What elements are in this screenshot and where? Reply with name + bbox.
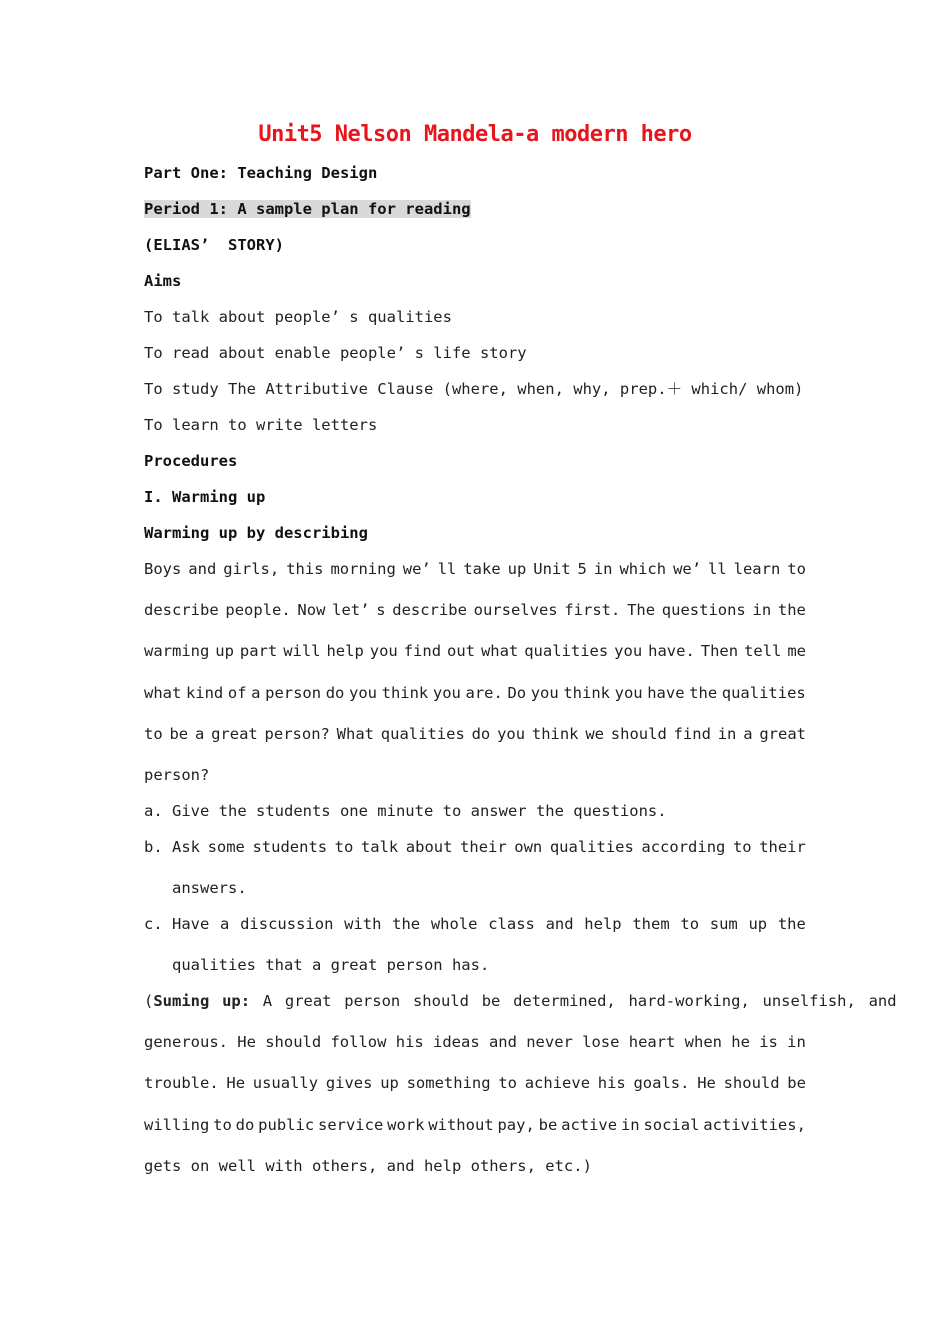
word: the <box>777 915 806 933</box>
word: should <box>610 724 667 743</box>
word: s <box>376 601 386 620</box>
word: person <box>265 683 322 702</box>
word: achieve <box>524 1074 591 1093</box>
word: lose <box>582 1033 620 1052</box>
word: He <box>237 1033 256 1052</box>
word: activities, <box>703 1115 806 1134</box>
word: and <box>188 560 217 578</box>
word: you <box>369 642 398 661</box>
word: the <box>689 683 718 702</box>
word: think <box>381 683 429 702</box>
word: should <box>265 1033 322 1052</box>
word: according <box>641 838 726 856</box>
word: to <box>334 838 354 856</box>
word: in <box>717 724 737 743</box>
story-heading: (ELIAS’ STORY) <box>144 236 284 254</box>
summing-line <box>144 1115 806 1156</box>
aim-item: To learn to write letters <box>144 416 378 434</box>
word: their <box>460 838 507 856</box>
word: their <box>759 838 806 856</box>
word: this <box>286 560 324 578</box>
step-text: qualities that a great person has. <box>172 956 490 975</box>
word: about <box>405 838 453 856</box>
word: Boys <box>144 560 182 578</box>
word: should <box>723 1074 780 1093</box>
word: when <box>684 1033 722 1052</box>
word: a <box>251 683 261 702</box>
word: in <box>593 560 613 578</box>
word: them <box>632 915 670 933</box>
word: morning <box>330 560 396 578</box>
word: sum <box>709 915 738 933</box>
word: up <box>380 1074 399 1093</box>
part-one-heading: Part One: Teaching Design <box>144 164 378 182</box>
summing-label: Suming up: <box>153 992 251 1010</box>
word: He <box>226 1074 246 1093</box>
word: to <box>732 838 752 856</box>
word: to <box>498 1074 517 1093</box>
word: to <box>144 724 163 743</box>
word: heart <box>628 1033 676 1052</box>
word: gives <box>325 1074 373 1093</box>
period-heading <box>144 199 471 219</box>
word: his <box>395 1033 424 1052</box>
word: you <box>349 683 377 702</box>
word: describe <box>392 601 467 620</box>
word: person? <box>264 724 330 743</box>
word: qualities <box>380 724 465 743</box>
word: people. <box>225 601 291 620</box>
word: questions <box>661 601 746 620</box>
summing-line <box>144 1073 806 1114</box>
intro-line <box>144 683 806 724</box>
word: in <box>787 1033 806 1052</box>
word: qualities <box>549 838 634 856</box>
word: which <box>619 560 667 578</box>
word: to <box>680 915 700 933</box>
intro-line <box>144 641 806 682</box>
word: ideas <box>433 1033 480 1052</box>
word: he <box>731 1033 750 1052</box>
step-marker: c. <box>144 915 163 933</box>
aim-item: To read about enable people’ s life story <box>144 344 527 362</box>
word: ll <box>708 560 727 578</box>
word: the <box>392 915 421 933</box>
warming-subheading: Warming up by describing <box>144 524 368 542</box>
word: trouble. <box>144 1074 219 1093</box>
word: public <box>258 1115 315 1134</box>
word: help <box>584 915 622 933</box>
word: part <box>239 642 278 661</box>
intro-line <box>144 559 806 600</box>
word: we’ <box>402 560 431 578</box>
step-marker: b. <box>144 838 163 856</box>
word: Unit <box>533 560 571 578</box>
word: discussion <box>240 915 334 933</box>
word: we <box>585 724 604 743</box>
word: some <box>207 838 245 856</box>
word: what <box>144 683 182 702</box>
word: students <box>252 838 328 856</box>
step-text: answers. <box>172 879 247 898</box>
word: warming <box>144 642 210 661</box>
word: service <box>317 1115 384 1134</box>
word: never <box>526 1033 573 1052</box>
word: a <box>743 724 753 743</box>
word: you <box>530 683 559 702</box>
intro-line <box>144 600 806 641</box>
word: to <box>787 560 806 578</box>
word: the <box>777 601 806 620</box>
word: out <box>446 642 475 661</box>
word: what <box>480 642 519 661</box>
word: qualities <box>524 642 609 661</box>
word: to <box>213 1115 232 1134</box>
word: you <box>497 724 526 743</box>
summing-paragraph <box>144 991 897 1197</box>
word: we’ <box>673 560 702 578</box>
word: describe <box>144 601 219 620</box>
word: you <box>614 642 643 661</box>
word: up <box>507 560 527 578</box>
word: own <box>514 838 543 856</box>
word: of <box>227 683 247 702</box>
word: do <box>325 683 345 702</box>
word: are. <box>465 683 503 702</box>
word: great <box>211 724 258 743</box>
word: tell <box>744 642 782 661</box>
step-text <box>172 837 806 878</box>
word: ll <box>437 560 457 578</box>
word: 5 <box>577 560 587 578</box>
step-text <box>172 914 806 955</box>
summing-first-text: A great person should be determined, hard-working, unselfish, and <box>250 992 897 1010</box>
step-text: Give the students one minute to answer the questions. <box>172 802 667 820</box>
word: do <box>471 724 491 743</box>
word: a <box>194 724 205 743</box>
intro-paragraph <box>144 559 806 806</box>
word: his <box>597 1074 626 1093</box>
word: pay, <box>497 1115 535 1134</box>
word: a <box>220 915 230 933</box>
word: goals. <box>633 1074 690 1093</box>
word: think <box>563 683 610 702</box>
word: What <box>336 724 374 743</box>
word: Then <box>700 642 739 661</box>
word: usually <box>252 1074 319 1093</box>
word: willing <box>144 1115 210 1134</box>
word: and <box>545 915 574 933</box>
word: you <box>614 683 643 702</box>
word: in <box>620 1115 640 1134</box>
word: active <box>561 1115 618 1134</box>
word: up <box>215 642 234 661</box>
word: whole <box>430 915 478 933</box>
word: Do <box>507 683 527 702</box>
word: something <box>406 1074 491 1093</box>
word: you <box>432 683 461 702</box>
document-title: Unit5 Nelson Mandela-a modern hero <box>258 122 692 147</box>
word: social <box>643 1115 700 1134</box>
word: without <box>428 1115 494 1134</box>
period-heading-text: Period 1: A sample plan for reading <box>144 200 471 218</box>
word: follow <box>330 1033 387 1052</box>
word: be <box>538 1115 558 1134</box>
word: work <box>387 1115 425 1134</box>
aims-heading: Aims <box>144 272 182 290</box>
word: up <box>748 915 768 933</box>
word: be <box>787 1074 806 1093</box>
word: ourselves <box>473 601 558 620</box>
aim-item: To talk about people’ s qualities <box>144 308 452 326</box>
word: with <box>344 915 382 933</box>
word: help <box>326 642 364 661</box>
word: Have <box>172 915 210 933</box>
word: do <box>235 1115 255 1134</box>
word: great <box>759 724 806 743</box>
word: find <box>673 724 711 743</box>
word: He <box>697 1074 716 1093</box>
word: think <box>531 724 579 743</box>
word: girls, <box>223 560 280 578</box>
word: generous. <box>144 1033 228 1052</box>
word: Ask <box>172 838 200 856</box>
intro-line: person? <box>144 765 210 784</box>
summing-first-line <box>144 991 897 1032</box>
word: is <box>759 1033 778 1052</box>
warming-heading: I. Warming up <box>144 488 266 506</box>
aim-item: To study The Attributive Clause (where, when, why, prep.＋ which/ whom) <box>144 380 804 398</box>
step-marker: a. <box>144 802 163 820</box>
word: take <box>463 560 501 578</box>
word: talk <box>360 838 399 856</box>
word: will <box>283 642 321 661</box>
word: me <box>787 642 806 661</box>
word: kind <box>185 683 224 702</box>
summing-open-paren: ( <box>144 992 154 1010</box>
word: class <box>488 915 535 933</box>
word: in <box>752 601 772 620</box>
word: have <box>647 683 685 702</box>
word: Now <box>297 601 326 620</box>
word: first. <box>564 601 621 620</box>
summing-line: gets on well with others, and help others, etc.) <box>144 1156 592 1175</box>
word: learn <box>733 560 781 578</box>
word: qualities <box>721 683 806 702</box>
word: find <box>403 642 442 661</box>
word: The <box>627 601 656 620</box>
word: be <box>169 724 189 743</box>
procedures-heading: Procedures <box>144 452 238 470</box>
summing-line <box>144 1032 806 1073</box>
word: and <box>488 1033 517 1052</box>
intro-line <box>144 724 806 765</box>
word: have. <box>648 642 695 661</box>
word: let’ <box>332 601 370 620</box>
